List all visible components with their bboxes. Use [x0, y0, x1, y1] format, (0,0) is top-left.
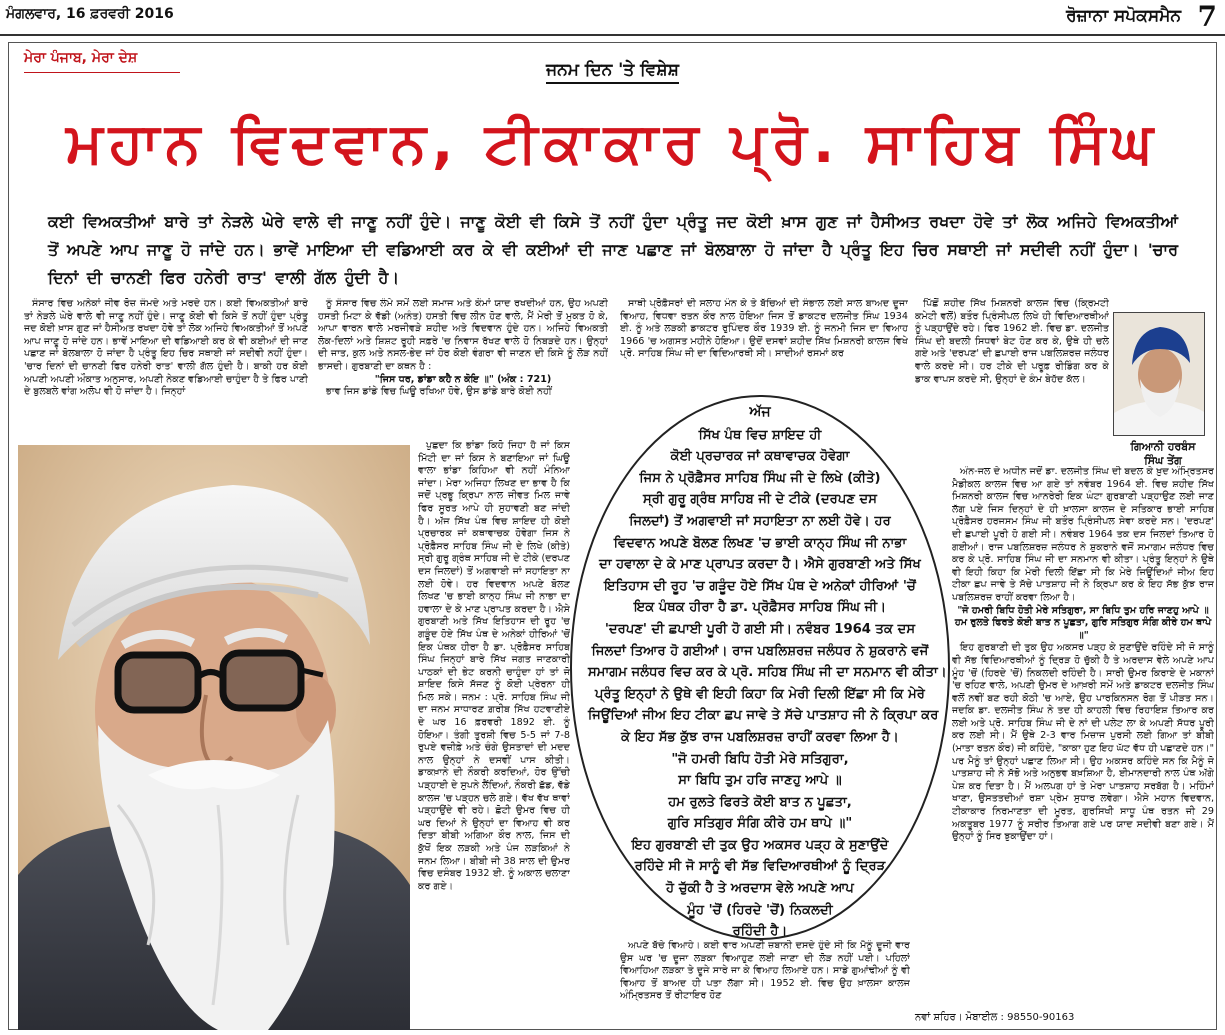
deck: ਕਈ ਵਿਅਕਤੀਆਂ ਬਾਰੇ ਤਾਂ ਨੇੜਲੇ ਘੇਰੇ ਵਾਲੇ ਵੀ ਜਾਣੂ ਨਹੀਂ ਹੁੰਦੇ। ਜਾਣੂ ਕੋਈ ਵੀ ਕਿਸੇ ਤੋਂ ਨਹੀਂ ਹੁੰਦਾ ਪ੍ਰੰਤੂ ਜਦ ਕੋਈ ਖ਼ਾਸ ਗੁਣ ਜਾਂ ਹੈਸੀਅਤ ਰਖਦਾ ਹੋਵੇ ਤਾਂ ਲੋਕ ਅਜਿਹੇ ਵਿਅਕਤੀਆਂ ਤੋਂ ਅਪਣੇ ਆਪ ਜਾਣੂ ਹੋ ਜਾਂਦੇ ਹਨ। ਭਾਵੇਂ ਮਾਇਆ ਦੀ ਵਡਿਆਈ ਕਰ ਕੇ ਵੀ ਕਈਆਂ ਦੀ ਜਾਣ ਪਛਾਣ ਜਾਂ ਬੋਲਬਾਲਾ ਹੋ ਜਾਂਦਾ ਹੈ ਪ੍ਰੰਤੂ ਇਹ ਚਿਰ ਸਥਾਈ ਜਾਂ ਸਦੀਵੀ ਨਹੀਂ ਹੁੰਦਾ। 'ਚਾਰ ਦਿਨਾਂ ਦੀ ਚਾਨਣੀ ਫਿਰ ਹਨੇਰੀ ਰਾਤ' ਵਾਲੀ ਗੱਲ ਹੁੰਦੀ ਹੈ।	[48, 212, 1178, 287]
pull-quote-line: 'ਦਰਪਣ' ਦੀ ਛਪਾਈ ਪੂਰੀ ਹੋ ਗਈ ਸੀ। ਨਵੰਬਰ 1964 ਤਕ ਦਸ	[604, 621, 916, 637]
pull-quote-line: ਰਹਿੰਦੇ ਸੀ ਜੋ ਸਾਨੂੰ ਵੀ ਸੱਭ ਵਿਦਿਆਰਥੀਆਂ ਨੂੰ ਦ੍ਰਿੜ	[634, 859, 886, 875]
scripture-quote: "ਜਿਸ ਧਰ, ਡਾਂਡਾ ਕਹੈ ਨ ਕੋਇ ॥" (ਅੰਕ : 721)	[374, 373, 552, 385]
paragraph: ਅਪਣੇ ਬੱਚੇ ਵਿਆਹੇ। ਕਈ ਵਾਰ ਅਪਣੀ ਜ਼ਬਾਨੀ ਦਸਦੇ ਹੁੰਦੇ ਸੀ ਕਿ ਮੈਨੂੰ ਦੂਜੀ ਵਾਰ ਉਸ ਘਰ 'ਚ ਦੂਜਾ ਲੜਕਾ ਵਿਆਹੁਣ ਲਈ ਜਾਣਾ ਦੀ ਲੋੜ ਨਹੀਂ ਪਈ। ਪਹਿਲਾਂ ਵਿਆਹਿਆ ਲੜਕਾ ਤੇ ਦੂਜੇ ਸਾਰੇ ਜਾ ਕੇ ਵਿਆਹ ਲਿਆਏ ਹਨ। ਸਾਡੇ ਗੁਆਂਢੀਆਂ ਨੂੰ ਵੀ ਵਿਆਹ ਤੋਂ ਬਾਅਦ ਹੀ ਪਤਾ ਲੱਗਾ ਸੀ। 1952 ਈ. ਵਿਚ ਉਹ ਖ਼ਾਲਸਾ ਕਾਲਜ ਅੰਮ੍ਰਿਤਸਰ ਤੋਂ ਰੀਟਾਇਰ ਹੋਣ	[620, 940, 910, 1002]
page-number: 7	[1197, 0, 1217, 33]
masthead	[0, 0, 1225, 36]
author-photo	[1113, 312, 1205, 436]
pull-quote-line: ਇਤਿਹਾਸ ਦੀ ਰੂਹ 'ਚ ਗੜੂੰਦ ਹੋਏ ਸਿੱਖ ਪੰਥ ਦੇ ਅਨੇਕਾਂ ਹੀਰਿਆਂ 'ਚੋਂ	[604, 578, 916, 594]
pull-quote-line: ਸਿੱਖ ਪੰਥ ਵਿਚ ਸ਼ਾਇਦ ਹੀ	[698, 427, 822, 443]
column-4-lower	[952, 466, 1214, 1010]
author-name-line-2: ਸਿੰਘ ਤੇਂਗ	[1144, 454, 1182, 467]
issue-date: ਮੰਗਲਵਾਰ, 16 ਫ਼ਰਵਰੀ 2016	[6, 6, 174, 22]
column-3-lower	[620, 940, 910, 1030]
pull-quote-title: ਅੱਜ	[749, 404, 771, 420]
newspaper-name: ਰੋਜ਼ਾਨਾ ਸਪੋਕਸਮੈਨ	[1066, 6, 1181, 26]
pull-quote-line: ਜਿਊਂਦਿਆਂ ਜੀਅ ਇਹ ਟੀਕਾ ਛਪ ਜਾਵੇ ਤੇ ਸੱਚੇ ਪਾਤਸ਼ਾਹ ਜੀ ਨੇ ਕ੍ਰਿਪਾ ਕਰ	[588, 708, 939, 724]
author-contact: ਨਵਾਂ ਸ਼ਹਿਰ। ਮੋਬਾਈਲ : 98550-90163	[915, 1012, 1075, 1023]
pull-quote-line: ਕੋਈ ਪ੍ਰਚਾਰਕ ਜਾਂ ਕਥਾਵਾਚਕ ਹੋਵੇਗਾ	[670, 449, 850, 465]
paragraph: ਅੰਨ-ਜਲ ਦੇ ਅਧੀਨ ਜਦੋਂ ਡਾ. ਦਲਜੀਤ ਸਿੰਘ ਦੀ ਬਦਲ ਕੇ ਖ਼ੁਦ ਅੰਮ੍ਰਿਤਸਰ ਮੈਡੀਕਲ ਕਾਲਜ ਵਿਚ ਆ ਗਏ ਤਾਂ ਨਵੰਬਰ 1964 ਈ. ਵਿਚ ਸ਼ਹੀਦ ਸਿੱਖ ਮਿਸ਼ਨਰੀ ਕਾਲਜ ਵਿਚ ਆਨਰੇਰੀ ਇਕ ਘੰਟਾ ਗੁਰਬਾਣੀ ਪੜ੍ਹਾਉਣ ਲਈ ਜਾਣ ਲੱਗ ਪਏ ਜਿਸ ਦਿਨ੍ਹਾਂ ਦੇ ਹੀ ਖ਼ਾਲਸਾ ਕਾਲਜ ਦੇ ਸਤਿਕਾਰ ਭਾਈ ਸਾਹਿਬ ਪ੍ਰੋਫ਼ੈਸਰ ਹਰਜਸਮ ਸਿੰਘ ਜੀ ਬਤੌਰ ਪ੍ਰਿੰਸੀਪਲ ਸੇਵਾ ਕਰਦੇ ਸਨ। 'ਦਰਪਣ' ਦੀ ਛਪਾਈ ਪੂਰੀ ਹੋ ਗਈ ਸੀ। ਨਵੰਬਰ 1964 ਤਕ ਦਸ ਜਿਲਦਾਂ ਤਿਆਰ ਹੋ ਗਈਆਂ। ਰਾਜ ਪਬਲਿਸ਼ਰਜ਼ ਜਲੰਧਰ ਨੇ ਸ਼ੁਕਰਾਨੇ ਵਜੋਂ ਸਮਾਗਮ ਜਲੰਧਰ ਵਿਚ ਕਰ ਕੇ ਪ੍ਰੋ. ਸਾਹਿਬ ਸਿੰਘ ਜੀ ਦਾ ਸਨਮਾਨ ਵੀ ਕੀਤਾ। ਪ੍ਰੰਤੂ ਇਨ੍ਹਾਂ ਨੇ ਉਥੇ ਵੀ ਇਹੀ ਕਿਹਾ ਕਿ ਮੇਰੀ ਦਿਲੀ ਇੱਛਾ ਸੀ ਕਿ ਮੇਰੇ ਜਿਊਂਦਿਆਂ ਜੀਅ ਇਹ ਟੀਕਾ ਛਪ ਜਾਵੇ ਤੇ ਸੱਚੇ ਪਾਤਸ਼ਾਹ ਜੀ ਨੇ ਕ੍ਰਿਪਾ ਕਰ ਕੇ ਇਹ ਸੱਭ ਕੁੱਝ ਰਾਜ ਪਬਲਿਸ਼ਰਜ਼ ਰਾਹੀਂ ਕਰਵਾ ਲਿਆ ਹੈ।	[952, 466, 1214, 603]
pull-quote-line: ਸ੍ਰੀ ਗੁਰੂ ਗ੍ਰੰਥ ਸਾਹਿਬ ਜੀ ਦੇ ਟੀਕੇ (ਦਰਪਣ ਦਸ	[642, 492, 878, 508]
author-illustration	[1114, 313, 1205, 436]
paragraph: ਨੂੰ ਸੰਸਾਰ ਵਿਚ ਲੰਮੇ ਸਮੇਂ ਲਈ ਸਮਾਜ ਅਤੇ ਕੌਮਾਂ ਯਾਦ ਰਖਦੀਆਂ ਹਨ, ਉਹ ਅਪਣੀ ਹਸਤੀ ਮਿਟਾ ਕੇ ਵੱਡੀ (ਅਨੰਤ) ਹਸਤੀ ਵਿਚ ਲੀਨ ਹੋਣ ਵਾਲੇ, ਮੈਂ ਮੇਰੀ ਤੋਂ ਮੁਕਤ ਹੋ ਕੇ, ਆਪਾ ਵਾਰਨ ਵਾਲੇ ਮਰਜੀਵੜੇ ਸ਼ਹੀਦ ਅਤੇ ਵਿਦਵਾਨ ਹੁੰਦੇ ਹਨ। ਅਜਿਹੇ ਵਿਅਕਤੀ ਲੋਕ-ਦਿਲਾਂ ਅਤੇ ਸ਼ਿਸ਼ਟ ਰੂਹੀ ਸਫ਼ਰੇ 'ਚ ਨਿਵਾਸ ਰੱਖਣ ਵਾਲੇ ਹੋ ਨਿਬੜਦੇ ਹਨ। ਉਨ੍ਹਾਂ ਦੀ ਜਾਤ, ਕੁਲ ਅਤੇ ਨਸਲ-ਭੇਦ ਜਾਂ ਹੋਰ ਕੋਈ ਵੰਗਰਾ ਵੀ ਜਾਣਨ ਦੀ ਕਿਸੇ ਨੂੰ ਲੋੜ ਨਹੀਂ ਭਾਸਦੀ। ਗੁਰਬਾਣੀ ਦਾ ਕਥਨ ਹੈ :	[318, 298, 608, 372]
section-label: ਮੇਰਾ ਪੰਜਾਬ, ਮੇਰਾ ਦੇਸ਼	[24, 50, 138, 66]
pull-quote-line: ਰਹਿੰਦੀ ਹੈ।	[732, 924, 788, 940]
paragraph: ਪਿੱਛੋਂ ਸ਼ਹੀਦ ਸਿੱਖ ਮਿਸ਼ਨਰੀ ਕਾਲਜ ਵਿਚ (ਕ੍ਰਿਮਟੀ ਕਮੇਟੀ ਵਲੋਂ) ਬਤੌਰ ਪ੍ਰਿੰਸੀਪਲ ਲਿਖੇ ਹੀ ਵਿਦਿਆਰਥੀਆਂ ਨੂੰ ਪੜ੍ਹਾਉਂਦੇ ਰਹੇ। ਫਿਰ 1962 ਈ. ਵਿਚ ਡਾ. ਦਲਜੀਤ ਸਿੰਘ ਦੀ ਬਦਲੀ ਸਿਧਵਾਂ ਬੇਟ ਹੋਣ ਕਰ ਕੇ, ਉਥੇ ਹੀ ਚਲੇ ਗਏ ਅਤੇ 'ਦਰਪਣ' ਦੀ ਛਪਾਈ ਰਾਜ ਪਬਲਿਸ਼ਰਜ਼ ਜਲੰਧਰ ਵਾਲੇ ਕਰਦੇ ਸੀ। ਹਰ ਟੀਕੇ ਦੀ ਪਰੂਫ਼ ਰੀਡਿੰਗ ਕਰ ਕੇ ਡਾਕ ਵਾਪਸ ਕਰਦੇ ਸੀ, ਉਨ੍ਹਾਂ ਦੇ ਕੰਮ ਬੇਹੱਦ ਕੱਲ।	[915, 298, 1109, 385]
paragraph: ਇਹ ਗੁਰਬਾਣੀ ਦੀ ਤੁਕ ਉਹ ਅਕਸਰ ਪੜ੍ਹ ਕੇ ਸੁਣਾਉਂਦੇ ਰਹਿੰਦੇ ਸੀ ਜੋ ਸਾਨੂੰ ਵੀ ਸੱਭ ਵਿਦਿਆਰਥੀਆਂ ਨੂੰ ਦ੍ਰਿੜ ਹੋ ਚੁੱਕੀ ਹੈ ਤੇ ਅਰਦਾਸ ਵੇਲੇ ਅਪਣੇ ਆਪ ਮੂੰਹ 'ਚੋਂ (ਹਿਰਦੇ 'ਚੋਂ) ਨਿਕਲਦੀ ਰਹਿੰਦੀ ਹੈ। ਸਾਰੀ ਉਮਰ ਕਿਰਾਏ ਦੇ ਮਕਾਨਾਂ 'ਚ ਰਹਿਣ ਵਾਲੇ, ਅਪਣੀ ਉਮਰ ਦੇ ਆਖ਼ਰੀ ਸਮੇਂ ਅਤੇ ਡਾਕਟਰ ਦਲਜੀਤ ਸਿੰਘ ਵਲੋਂ ਨਵੀਂ ਬਣ ਰਹੀ ਕੋਠੀ 'ਚ ਆਏ, ਉਹ ਪਾਰਕਿਨਸਨ ਰੋਗ ਤੋਂ ਪੀੜਤ ਸਨ। ਜਦਕਿ ਡਾ. ਦਲਜੀਤ ਸਿੰਘ ਨੇ ਤਦ ਹੀ ਕਾਹਲੀ ਵਿਚ ਰਿਹਾਇਸ਼ ਤਿਆਰ ਕਰ ਲਈ ਅਤੇ ਪ੍ਰੋ. ਸਾਹਿਬ ਸਿੰਘ ਜੀ ਦੇ ਨਾਂ ਦੀ ਪਲੇਟ ਲਾ ਕੇ ਅਪਣੀ ਸੱਧਰ ਪੂਰੀ ਕਰ ਲਈ ਸੀ। ਮੈਂ ਉਥੇ 2-3 ਵਾਰ ਮਿਜ਼ਾਜ ਪੁਰਸੀ ਲਈ ਗਿਆ ਤਾਂ ਬੀਬੀ (ਮਾਤਾ ਰਤਨ ਕੌਰ) ਜੀ ਕਹਿੰਦੇ, "ਕਾਕਾ ਹੁਣ ਇਹ ਘੱਟ ਵੱਧ ਹੀ ਪਛਾਣਦੇ ਹਨ।" ਪਰ ਮੈਨੂੰ ਤਾਂ ਉਨ੍ਹਾਂ ਪਛਾਣ ਲਿਆ ਸੀ। ਉਹ ਅਕਸਰ ਕਹਿੰਦੇ ਸਨ ਕਿ ਮੈਨੂੰ ਜੋ ਪਾਤਸ਼ਾਹ ਜੀ ਨੇ ਸੱਭੋ ਅਤੇ ਅਨੁਭਵ ਬਖ਼ਸ਼ਿਆ ਹੈ, ਈਮਾਨਦਾਰੀ ਨਾਲ ਪੰਥ ਅੱਗੇ ਪੇਸ਼ ਕਰ ਦਿਤਾ ਹੈ। ਮੈਂ ਅਲਪਗ ਹਾਂ ਤੇ ਮੇਰਾ ਪਾਤਸ਼ਾਹ ਸਰਬੱਗ ਹੈ। ਮਹਿੰਮਾਂ ਖਾਣਾ, ਉਸਤਤਦੀਆਂ ਰਸ਼ਾ ਪ੍ਰੇਮ ਸੁਧਾਰ ਲਵੇਗਾ। ਐਸੇ ਮਹਾਨ ਵਿਦਵਾਨ, ਟੀਕਾਕਾਰ ਨਿਰਮਾਣਤਾ ਦੀ ਮੂਰਤ, ਗੁਰਸਿਖੀ ਸਾਧੂ ਪੰਥ ਰਤਨ ਜੀ 29 ਅਕਤੂਬਰ 1977 ਨੂੰ ਸਰੀਰ ਤਿਆਗ ਗਏ ਪਰ ਯਾਦ ਸਦੀਵੀ ਬਣਾ ਗਏ। ਮੈਂ ਉਨ੍ਹਾਂ ਨੂੰ ਸਿਰ ਝੁਕਾਉਂਦਾ ਹਾਂ।	[952, 642, 1214, 843]
portrait-illustration	[18, 445, 410, 1030]
paragraph: ਭਾਵ ਜਿਸ ਡਾਂਡੇ ਵਿਚ ਘਿਊ ਰਖਿਆ ਹੋਵੇ, ਉਸ ਡਾਂਡੇ ਬਾਰੇ ਕੋਈ ਨਹੀਂ	[326, 386, 552, 398]
pull-quote-line: ਸਾ ਬਿਧਿ ਤੁਮ ਹਰਿ ਜਾਣਹੁ ਆਪੇ ॥	[678, 773, 842, 789]
headline: ਮਹਾਨ ਵਿਦਵਾਨ, ਟੀਕਾਕਾਰ ਪ੍ਰੋ. ਸਾਹਿਬ ਸਿੰਘ	[66, 111, 1159, 176]
pull-quote-line: ਹੋ ਚੁੱਕੀ ਹੈ ਤੇ ਅਰਦਾਸ ਵੇਲੇ ਅਪਣੇ ਆਪ	[666, 881, 854, 897]
scripture-quote: "ਜੋ ਹਮਰੀ ਬਿਧਿ ਹੋਤੀ ਮੇਰੇ ਸਤਿਗੁਰਾ, ਸਾ ਬਿਧਿ ਤੁਮ ਹਰਿ ਜਾਣਹੁ ਆਪੇ ॥ ਹਮ ਰੁਲਤੇ ਫਿਰਤੇ ਕੋਈ ਬਾਤ ਨ ਪੂਛਤਾ, ਗੁਰਿ ਸਤਿਗੁਰ ਸੰਗਿ ਕੀਰੇ ਹਮ ਥਾਪੇ ॥"	[954, 604, 1212, 641]
pull-quote-line: ਜਿਲਦਾਂ) ਤੋਂ ਅਗਵਾਈ ਜਾਂ ਸਹਾਇਤਾ ਨਾ ਲਈ ਹੋਵੇ। ਹਰ	[629, 513, 891, 529]
pull-quote-line: ਜਿਸ ਨੇ ਪ੍ਰੋਫ਼ੈਸਰ ਸਾਹਿਬ ਸਿੰਘ ਜੀ ਦੇ ਲਿਖੇ (ਕੀਤੇ)	[639, 470, 881, 486]
column-2-upper	[318, 298, 608, 438]
pull-quote	[588, 402, 947, 940]
pull-quote-line: ਇਕ ਪੰਥਕ ਹੀਰਾ ਹੈ ਡਾ. ਪ੍ਰੋਫ਼ੈਸਰ ਸਾਹਿਬ ਸਿੰਘ ਜੀ।	[633, 600, 887, 616]
pull-quote-line: ਵਿਦਵਾਨ ਅਪਣੇ ਬੋਲਣ ਲਿਖਣ 'ਚ ਭਾਈ ਕਾਨ੍ਹ ਸਿੰਘ ਜੀ ਨਾਭਾ	[613, 535, 907, 551]
pull-quote-line: ਸਮਾਗਮ ਜਲੰਧਰ ਵਿਚ ਕਰ ਕੇ ਪ੍ਰੋ. ਸਹਿਬ ਸਿੰਘ ਜੀ ਦਾ ਸਨਮਾਨ ਵੀ ਕੀਤਾ।	[588, 665, 947, 681]
pull-quote-line: ਜਿਲਦਾਂ ਤਿਆਰ ਹੋ ਗਈਆਂ। ਰਾਜ ਪਬਲਿਸ਼ਰਜ਼ ਜਲੰਧਰ ਨੇ ਸ਼ੁਕਰਾਨੇ ਵਜੋਂ	[591, 643, 929, 659]
pull-quote-line: ਇਹ ਗੁਰਬਾਣੀ ਦੀ ਤੁਕ ਉਹ ਅਕਸਰ ਪੜ੍ਹ ਕੇ ਸੁਣਾਉਂਦੇ	[631, 837, 889, 853]
pull-quote-line: ਗੁਰਿ ਸਤਿਗੁਰ ਸੰਗਿ ਕੀਰੇ ਹਮ ਥਾਪੇ ॥"	[667, 816, 853, 832]
paragraph: ਪੁਛਦਾ ਕਿ ਭਾਂਡਾ ਕਿਹੋ ਜਿਹਾ ਹੈ ਜਾਂ ਕਿਸ ਮਿੱਟੀ ਦਾ ਜਾਂ ਕਿਸ ਨੇ ਬਣਾਇਆ ਜਾਂ ਘਿਊ ਵਾਲਾ ਭਾਂਡਾ ਕਿਹਿਆ ਵੀ ਨਹੀਂ ਮੰਨਿਆ ਜਾਂਦਾ। ਮੇਰਾ ਅਜਿਹਾ ਲਿਖਣ ਦਾ ਭਾਵ ਹੈ ਕਿ ਜਦੋਂ ਪ੍ਰਭੂ ਕ੍ਰਿਪਾ ਨਾਲ ਜੀਵਤ ਮਿਲ ਜਾਵੇ ਫਿਰ ਸੂਰਤ ਆਪੇ ਹੀ ਸੁਹਾਵਣੀ ਬਣ ਜਾਂਦੀ ਹੈ। ਅੱਜ ਸਿੱਖ ਪੰਥ ਵਿਚ ਸ਼ਾਇਦ ਹੀ ਕੋਈ ਪ੍ਰਚਾਰਕ ਜਾਂ ਕਥਾਵਾਚਕ ਹੋਵੇਗਾ ਜਿਸ ਨੇ ਪ੍ਰੋਫ਼ੈਸਰ ਸਾਹਿਬ ਸਿੰਘ ਜੀ ਦੇ ਲਿਖੇ (ਕੀਤੇ) ਸ੍ਰੀ ਗੁਰੂ ਗ੍ਰੰਥ ਸਾਹਿਬ ਜੀ ਦੇ ਟੀਕੇ (ਦਰਪਣ ਦਸ ਜਿਲਦਾਂ) ਤੋਂ ਅਗਵਾਈ ਜਾਂ ਸਹਾਇਤਾ ਨਾ ਲਈ ਹੋਵੇ। ਹਰ ਵਿਦਵਾਨ ਅਪਣੇ ਬੋਲਣ ਲਿਖਣ 'ਚ ਭਾਈ ਕਾਨ੍ਹ ਸਿੰਘ ਜੀ ਨਾਭਾ ਦਾ ਹਵਾਲਾ ਦੇ ਕੇ ਮਾਣ ਪ੍ਰਾਪਤ ਕਰਦਾ ਹੈ। ਐਸੇ ਗੁਰਬਾਣੀ ਅਤੇ ਸਿੱਖ ਇਤਿਹਾਸ ਦੀ ਰੂਹ 'ਚ ਗੜੂੰਦ ਹੋਏ ਸਿੱਖ ਪੰਥ ਦੇ ਅਨੇਕਾਂ ਹੀਰਿਆਂ 'ਚੋਂ ਇਕ ਪੰਥਕ ਹੀਰਾ ਹੈ ਡਾ. ਪ੍ਰੋਫ਼ੈਸਰ ਸਾਹਿਬ ਸਿੰਘ ਜਿਨ੍ਹਾਂ ਬਾਰੇ ਸਿੱਖ ਜਗਤ ਜਾਣਕਾਰੀ ਪਾਠਕਾਂ ਦੀ ਭੇਟ ਕਰਨੀ ਚਾਹੁੰਦਾ ਹਾਂ ਤਾਂ ਜੋ ਸ਼ਾਇਦ ਕਿਸੇ ਸੱਜਣ ਨੂੰ ਕੋਈ ਪ੍ਰੇਰਨਾ ਹੀ ਮਿਲ ਸਕੇ। ਜਨਮ : ਪ੍ਰੋ. ਸਾਹਿਬ ਸਿੰਘ ਜੀ ਦਾ ਜਨਮ ਸਾਧਾਰਣ ਗ਼ਰੀਬ ਸਿੱਖ ਹਟਵਾਣੀਏ ਦੇ ਘਰ 16 ਫ਼ਰਵਰੀ 1892 ਈ. ਨੂੰ ਹੋਇਆ। ਤੰਗੀ ਤੁਰਸ਼ੀ ਵਿਚ 5-5 ਜਾਂ 7-8 ਰੁਪਏ ਵਜ਼ੀਫ਼ੇ ਅਤੇ ਚੰਗੇ ਉਸਤਾਦਾਂ ਦੀ ਮਦਦ ਨਾਲ ਉਨ੍ਹਾਂ ਨੇ ਦਸਵੀਂ ਪਾਸ ਕੀਤੀ। ਡਾਕਖ਼ਾਨੇ ਦੀ ਨੌਕਰੀ ਕਰਦਿਆਂ, ਹੋਰ ਉੱਚੀ ਪੜ੍ਹਾਈ ਦੇ ਸੁਪਨੇ ਲੈਂਦਿਆਂ, ਨੌਕਰੀ ਛੱਡ, ਵੱਡੇ ਕਾਲਜ 'ਚ ਪੜ੍ਹਨ ਚਲੇ ਗਏ। ਵੱਖ ਵੱਖ ਥਾਵਾਂ ਪੜ੍ਹਾਉਂਦੇ ਵੀ ਰਹੇ। ਛੋਟੀ ਉਮਰ ਵਿਚ ਹੀ ਘਰ ਦਿਆਂ ਨੇ ਉਨ੍ਹਾਂ ਦਾ ਵਿਆਹ ਵੀ ਕਰ ਦਿਤਾ ਬੀਬੀ ਅਗਿਆ ਕੌਰ ਨਾਲ, ਜਿਸ ਦੀ ਕੁੱਖੋਂ ਇਕ ਲੜਕੀ ਅਤੇ ਪੰਜ ਲੜਕਿਆਂ ਨੇ ਜਨਮ ਲਿਆ। ਬੀਬੀ ਜੀ 38 ਸਾਲ ਦੀ ਉਮਰ ਵਿਚ ਦਸੰਬਰ 1932 ਈ. ਨੂੰ ਅਕਾਲ ਚਲਾਣਾ ਕਰ ਗਏ।	[418, 440, 570, 892]
paragraph: ਸੰਸਾਰ ਵਿਚ ਅਨੇਕਾਂ ਜੀਵ ਰੋਜ਼ ਜੰਮਦੇ ਅਤੇ ਮਰਦੇ ਹਨ। ਕਈ ਵਿਅਕਤੀਆਂ ਬਾਰੇ ਤਾਂ ਨੇੜਲੇ ਘੇਰੇ ਵਾਲੇ ਵੀ ਜਾਣੂ ਨਹੀਂ ਹੁੰਦੇ। ਜਾਣੂ ਕੋਈ ਵੀ ਕਿਸੇ ਤੋਂ ਨਹੀਂ ਹੁੰਦਾ ਪ੍ਰੰਤੂ ਜਦ ਕੋਈ ਖ਼ਾਸ ਗੁਣ ਜਾਂ ਹੈਸੀਅਤ ਰਖਦਾ ਹੋਵੇ ਤਾਂ ਲੋਕ ਅਜਿਹੇ ਵਿਅਕਤੀਆਂ ਤੋਂ ਅਪਣੇ ਆਪ ਜਾਣੂ ਹੋ ਜਾਂਦੇ ਹਨ। ਭਾਵੇਂ ਮਾਇਆ ਦੀ ਵਡਿਆਈ ਕਰ ਕੇ ਵੀ ਕਈਆਂ ਦੀ ਜਾਣ ਪਛਾਣ ਜਾਂ ਬੋਲਬਾਲਾ ਹੋ ਜਾਂਦਾ ਹੈ ਪ੍ਰੰਤੂ ਇਹ ਚਿਰ ਸਥਾਈ ਜਾਂ ਸਦੀਵੀ ਨਹੀਂ ਹੁੰਦਾ। 'ਚਾਰ ਦਿਨਾਂ ਦੀ ਚਾਨਣੀ ਫਿਰ ਹਨੇਰੀ ਰਾਤ' ਵਾਲੀ ਗੱਲ ਹੁੰਦੀ ਹੈ। ਬਾਕੀ ਹਰ ਕੋਈ ਅਪਣੀ ਅਪਣੀ ਔਕਾਤ ਅਨੁਸਾਰ, ਅਪਣੀ ਨੇਕਣ ਵਡਿਆਈ ਚਾਹੁੰਦਾ ਹੈ ਤੇ ਫਿਰ ਪਾਣੀ ਦੇ ਬੁਲਬਲੇ ਵਾਂਗ ਅਲੋਪ ਵੀ ਹੋ ਜਾਂਦਾ ਹੈ। ਜਿਨ੍ਹਾਂ	[24, 298, 308, 398]
pull-quote-line: ਕੇ ਇਹ ਸੱਭ ਕੁੱਝ ਰਾਜ ਪਬਲਿਸ਼ਰਜ਼ ਰਾਹੀਂ ਕਰਵਾ ਲਿਆ ਹੈ।	[621, 729, 899, 745]
pull-quote-line: ਪ੍ਰੰਤੂ ਇਨ੍ਹਾਂ ਨੇ ਉਥੇ ਵੀ ਇਹੀ ਕਿਹਾ ਕਿ ਮੇਰੀ ਦਿਲੀ ਇੱਛਾ ਸੀ ਕਿ ਮੇਰੇ	[595, 686, 925, 702]
author-caption	[1113, 440, 1213, 468]
column-4-top	[915, 298, 1109, 438]
kicker	[0, 60, 1225, 80]
portrait-photo	[18, 445, 410, 1030]
kicker-text: ਜਨਮ ਦਿਨ 'ਤੇ ਵਿਸ਼ੇਸ਼	[546, 60, 679, 84]
column-1	[24, 298, 308, 438]
pull-quote-line: ਹਮ ਰੁਲਤੇ ਫਿਰਤੇ ਕੋਈ ਬਾਤ ਨ ਪੂਛਤਾ,	[668, 794, 852, 810]
pull-quote-line: ਮੂੰਹ 'ਚੋਂ (ਹਿਰਦੇ 'ਚੋਂ) ਨਿਕਲਦੀ	[687, 902, 833, 918]
author-name-line-1: ਗਿਆਨੀ ਹਰਬੰਸ	[1130, 440, 1196, 453]
pull-quote-line: "ਜੋ ਹਮਰੀ ਬਿਧਿ ਹੋਤੀ ਮੇਰੇ ਸਤਿਗੁਰਾ,	[671, 751, 849, 767]
paragraph: ਸਾਥੀ ਪ੍ਰੋਫ਼ੈਸਰਾਂ ਦੀ ਸਲਾਹ ਮੰਨ ਕੇ ਤੇ ਬੱਚਿਆਂ ਦੀ ਸੰਭਾਲ ਲਈ ਸਾਲ ਬਾਅਦ ਦੂਜਾ ਵਿਆਹ, ਵਿਧਵਾ ਰਤਨ ਕੌਰ ਨਾਲ ਹੋਇਆ ਜਿਸ ਤੋਂ ਡਾਕਟਰ ਦਲਜੀਤ ਸਿੰਘ 1934 ਈ. ਨੂੰ ਅਤੇ ਲੜਕੀ ਡਾਕਟਰ ਰੁਪਿੰਦਰ ਕੌਰ 1939 ਈ. ਨੂੰ ਜਨਮੀ ਜਿਸ ਦਾ ਵਿਆਹ 1966 'ਚ ਅਗਸਤ ਮਹੀਨੇ ਹੋਇਆ। ਉਦੋਂ ਦਸਵਾਂ ਸ਼ਹੀਦ ਸਿੱਖ ਮਿਸ਼ਨਰੀ ਕਾਲਜ ਵਿਖੇ ਪ੍ਰੋ. ਸਾਹਿਬ ਸਿੰਘ ਜੀ ਦਾ ਵਿਦਿਆਰਥੀ ਸੀ। ਸਾਦੀਆਂ ਰਸਮਾਂ ਕਰ	[620, 298, 908, 360]
column-2-lower	[418, 440, 570, 1030]
pull-quote-line: ਦਾ ਹਵਾਲਾ ਦੇ ਕੇ ਮਾਣ ਪ੍ਰਾਪਤ ਕਰਦਾ ਹੈ। ਐਸੇ ਗੁਰਬਾਣੀ ਅਤੇ ਸਿੱਖ	[599, 557, 921, 573]
column-3-upper	[620, 298, 908, 398]
